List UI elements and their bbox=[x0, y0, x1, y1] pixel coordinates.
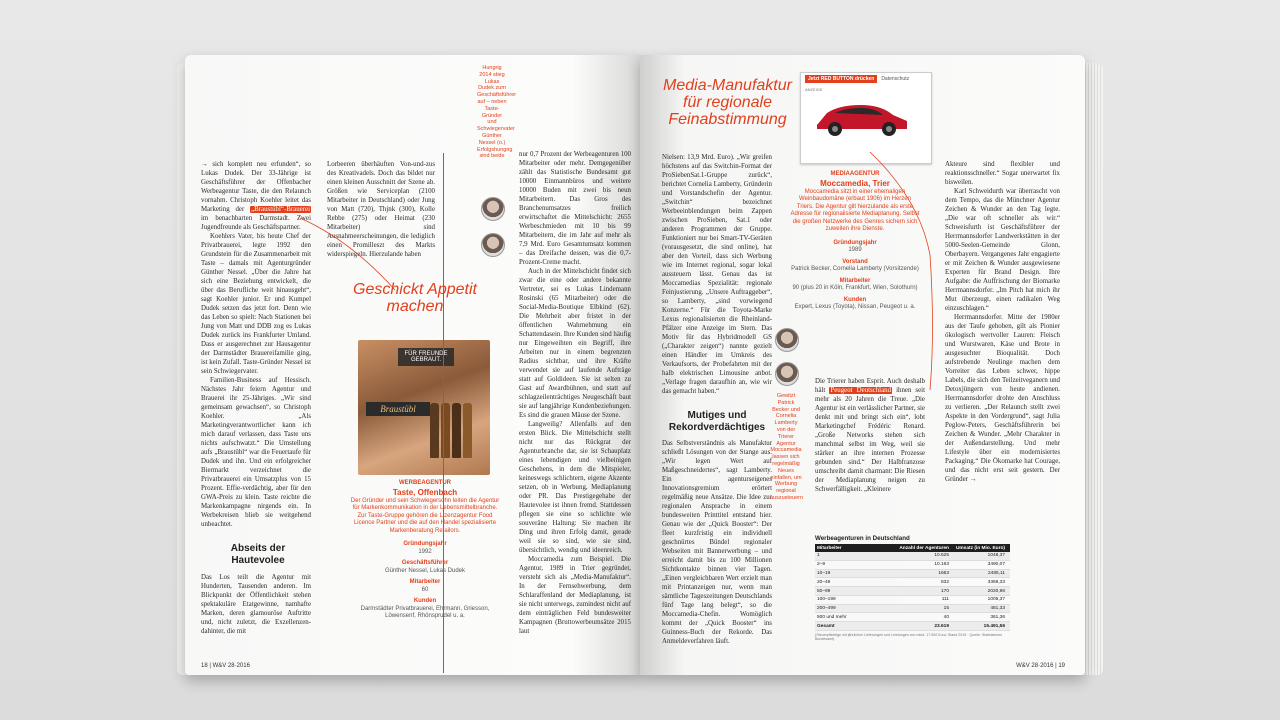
table-cell: 200–499 bbox=[817, 606, 836, 612]
info-value: 60 bbox=[421, 586, 429, 593]
info-key: Kunden bbox=[843, 296, 867, 303]
table-title: Werbeagenturen in Deutschland bbox=[815, 535, 910, 542]
info-key: Mitarbeiter bbox=[409, 579, 441, 585]
ad-label: ANZEIGE bbox=[805, 87, 823, 92]
info-label: WERBEAGENTUR bbox=[399, 480, 451, 486]
table-cell: 1005,37 bbox=[987, 597, 1005, 603]
table-cell: 3369,33 bbox=[987, 579, 1005, 585]
table-cell: 40 bbox=[943, 614, 949, 620]
table-cell: 23.619 bbox=[934, 623, 949, 629]
table-cell: 100–199 bbox=[817, 597, 836, 603]
left-sidenote: Hungrig 2014 stieg Lukas Dudek zum Geschäftsführer auf – neben Taste-Gründer und Schwiegervater Günther Nessel (o.) Erfolgshungrig sind beide bbox=[477, 65, 517, 160]
ad-privacy-tab[interactable]: Datenschutz bbox=[881, 75, 910, 82]
table-source: (Steuerpflichtige mit jährlichen Lieferungen und Leistungen von mind. 17.500 Euro; Stand 2015 · Quelle: Statistisches Bundesamt) bbox=[815, 633, 1002, 642]
left-folio: 18 | W&V 28·2016 bbox=[201, 663, 250, 669]
red-button-cta[interactable]: Jetzt RED BUTTON drücken bbox=[805, 75, 877, 83]
table-cell: Gesamt bbox=[817, 623, 835, 629]
table-cell: 2485,11 bbox=[988, 570, 1005, 576]
table-cell: 2020,96 bbox=[987, 588, 1005, 594]
left-headline: Geschickt Appetit machen bbox=[353, 281, 477, 315]
table-cell: 20–49 bbox=[817, 579, 831, 585]
table-cell: 10.625 bbox=[934, 553, 949, 559]
body-paragraph: Moccamedia zum Beispiel. Die Agentur, 1989 in Trier gegründet, versteht sich als „Media-Manufaktur“. In der Fernsehwerbung, dem Schlaraffenland der Mediaplanung, ist sie nicht unterwegs, zumindest nicht auf dem einträglichen Feld bundesweiter Kampagnen (Bruttowerbeumsätze 2015 laut bbox=[519, 556, 631, 635]
body-text: ihnen seit mehr als 20 Jahren die Treue. „Die Agentur ist ein verlässlicher Partner, sie denkt mit und bringt sich ein“, lobt Marketingchef Frédéric Renard. „Große Networks stehen sich manchmal selbst im Weg, weil sie stärker an ihre internen Prozesse gebunden sind.“ Der Halbfranzose umschreibt damit charmant: Die Riesen der Mediaplanung neigen zu Schwerfälligkeit. „Kleinere bbox=[815, 387, 925, 493]
info-value: Patrick Becker, Cornelia Lamberty (Vorsitzende) bbox=[791, 266, 919, 272]
table-cell: 15.491,56 bbox=[983, 623, 1005, 629]
info-value: 1992 bbox=[418, 548, 432, 555]
table-cell: 50–99 bbox=[817, 588, 831, 594]
info-title: Moccamedia, Trier bbox=[820, 178, 890, 188]
body-text: Die Trierer haben Esprit. Auch deshalb hält bbox=[815, 378, 925, 394]
body-paragraph: Koehlers Vater, bis heute Chef der Privatbrauerei, legte 1992 den Grundstein für die Zusammenarbeit mit Taste – damals mit Agenturgründer Günther Nessel. „Über die Jahre hat sich eine Beziehung entwickelt, die über das Berufliche weit hinausgeht“, sagt Koehler junior. Er und Kumpel Dudek setzen das jetzt fort. Denn wie das Leben so spielt: Nach Stationen bei Jung von Matt und DDB zog es Lukas Dudek zurück ins Frankfurter Umland. Dass er ausgerechnet zur Hausagentur der Darmstädter Brauereifamilie ging, ist kein Zufall. Taste-Gründer Nessel ist sein Schwiegervater. bbox=[201, 233, 311, 375]
body-text: im benachbarten Darmstadt. Zwei Jugendfreunde als Geschäftspartner. bbox=[201, 215, 311, 231]
table-cell: 15 bbox=[943, 606, 949, 612]
left-subhead: Abseits der Hautevolee bbox=[230, 543, 286, 566]
body-paragraph: Lorbeeren überhäuften Von-und-zus des Kreativadels. Doch das bildet nur einen kleinen Ausschnitt der Szene ab. Größen wie Serviceplan (2100 Mitarbeiter in Deutschland) oder Jung von Matt (720), Thjnk (300), Kolle Rebbe (275) oder Heimat (230 Mitarbeiter) sind Ausnahmeerscheinungen, die lediglich einen Promilleszt des Markts widerspiegeln. Hierzulande haben bbox=[327, 161, 435, 258]
body-paragraph: Karl Schweidurth war überrascht von dem Tempo, das die Münchner Agentur Zeichen & Wunder an den Tag legte. „Die war oft schneller als wir.“ Schweisfurth ist Geschäftsführer der Herrmannsdorfer Landwerkstätten in der 5000-Seelen-Gemeinde Glonn, Oberbayern. Vergangenes Jahr engagierte er mit Zeichen & Wunder ausgewiesene Experten für Brand Design. Ihre Aufgabe: die Auffrischung der Biomarke Herrmannsdorfer. „Im Pitch hat mich ihr Mut überzeugt, einen radikalen Weg einzuschlagen.“ bbox=[945, 188, 1060, 312]
table-cell: 2–9 bbox=[817, 562, 826, 568]
body-paragraph: Auch in der Mittelschicht findet sich zwar die eine oder andere bekannte Vertreter, sei es Lukas Lindemann Rosinski (65 Mitarbeiter) oder die Social-Media-Boutique Elbkind (62). Die Mehrheit aber fristet in der öffentlichen Wahrnehmung ein Schattendasein. Ihre Kunden sind häufig nur Eingeweihten ein Begriff, ihre Arbeiten nur in einem begrenzten Radius sichtbar, und ihre Kräfte verwendet sie auf laufende Aufträge statt auf Goldideen. Sie ist selten zu Gast auf Awardbühnen, und statt auf schlagzeilenträchtiges Neugeschäft baut sie auf langjährige Kundenbeziehungen. Es sind die grauen Mäuse der Szene. bbox=[519, 268, 631, 419]
body-paragraph: Herrmannsdorfer. Mitte der 1980er aus der Taufe gehoben, gilt als Pionier ökologisch wertvoller Lauren: Fleisch und Wurstwaren, Käse und Brote in ausgesuchter Bioqualität. Doch aufstrebende Neulinge machen dem Vorreiter das Leben schwer, hippe Labels, die sich den Teilzeitveganern und Detoxjüngern von heute andienen. Herrmannsdorfer drohte den Anschluss zu verlieren. „Der Relaunch stellt zwei Aspekte in den Vordergrund“, sagt Julia Peglow-Peters, Geschäftsführerin bei Zeichen & Wunder. „Mehr Charakter in der Außendarstellung. Und mehr Lifestyle über ein modernisiertes Packaging.“ Die Ökomarke hat Courage, und das nicht erst seit gestern. Der Gründer → bbox=[945, 314, 1060, 483]
table-cell: 481,33 bbox=[990, 606, 1005, 612]
table-cell: 1048,37 bbox=[987, 553, 1005, 559]
table-cell: 1 bbox=[817, 553, 820, 559]
right-folio: W&V 28·2016 | 19 bbox=[1016, 663, 1065, 669]
body-text: → sich komplett neu erfunden“, so Lukas Dudek. Der 33-Jährige ist Geschäftsführer der Offenbacher Werbeagentur Taste, die den Relaunch vornahm. Christoph Koehler leitet das Marketing der bbox=[201, 161, 311, 213]
info-key: Vorstand bbox=[842, 258, 868, 265]
table-cell: 500 und mehr bbox=[817, 614, 847, 620]
table-cell: 361,36 bbox=[990, 614, 1005, 620]
table-cell: 3490,07 bbox=[987, 562, 1005, 568]
highlight-peugeot: Peugeot Deutschland bbox=[830, 387, 892, 394]
table-cell: 10.163 bbox=[934, 562, 949, 568]
table-cell: 1663 bbox=[938, 570, 949, 576]
right-headline: Media-Manufaktur für regionale Feinabstimmung bbox=[663, 77, 792, 128]
table-header-cell: Anzahl der Agenturen bbox=[899, 545, 949, 551]
body-paragraph: nur 0,7 Prozent der Werbeagenturen 100 Mitarbeiter oder mehr. Demgegenüber zählt das Statistische Bundesamt gut 10000 Einmannbüros und weitere 10000 Buden mit zwei bis neun Mitarbeitern. Das Gros des Branchenumsatzes freilich erwirtschaftet die Mittelschicht: 2655 Werbeschmieden mit 10 bis 99 Mitarbeitern, die im Jahr auf mehr als 7,9 Mrd. Euro Gesamtumsatz kommen – das Dreifache dessen, was die 0,7-Prozent-Creme macht. bbox=[519, 151, 631, 266]
body-paragraph: Akteure sind flexibler und reaktionsschneller.“ Sogar unerwartet fix bisweilen. bbox=[945, 161, 1060, 186]
info-value: Expert, Lexus (Toyota), Nissan, Peugeot u. a. bbox=[794, 304, 916, 310]
right-sidenote: Gewitzt Patrick Becker und Cornelia Lamberty von der Trierer Agentur Moccamedia lassen sich regelmäßig Neues einfallen, um Werbung regional auszusteuern bbox=[770, 393, 804, 501]
info-desc: Der Gründer und sein Schwiegersohn leiten die Agentur für Markenkommunikation in der Lebensmittelbranche. Zur Taste-Gruppe gehören die Lizenzagentur Food Licence Partner und die auf den Handel spezialisierte Markenberatung Retailors. bbox=[350, 497, 500, 534]
info-value: 90 (plus 20 in Köln, Frankfurt, Wien, Solothurn) bbox=[792, 285, 918, 291]
info-key: Kunden bbox=[413, 598, 437, 604]
info-key: Geschäftsführer bbox=[401, 560, 449, 566]
info-value: 1989 bbox=[848, 247, 862, 253]
body-paragraph: Langweilig? Allenfalls auf den ersten Blick. Die Mittelschicht stellt nicht nur das Rückgrat der Agenturbranche dar, sie ist Schauplatz eines lebendigen und vielbeinigen Geschehens, in dem die Mitspieler, keineswegs schlichtern, eigene Akzente setzen, ob in Werbung, Mediaplanung oder PR. Das Prestigegehabe der Hautevolee ist ihnen fremd. Stattdessen pflegen sie eine so schlichte wie souveräne Haltung: Sie machen ihr Ding und ihren Erfolg damit, gerade weil sie so sind, wie sie sind, übersichtlich, wendig und ideenreich. bbox=[519, 421, 631, 554]
body-paragraph: Das Selbstverständnis als Manufaktur schließt Lösungen von der Stange aus. „Wir legen Wert auf Maßgeschneidertes“, sagt Lamberty. Ein agenturseigenes Innovationsgremium erörtert regelmäßig neue Ansätze. Die Idee zur regionalen Ansprache in einem bundesweiten Printtitel entstand hier. Genau wie der „Quick Booster“: Der fleet kurzfristig ein individuell geschnürtes Bündel regionaler Webseiten mit Bannerwerbung – und erreicht damit bis zu 100 Millionen Sichtkontakte binnen vier Tagen. „Einen vergleichbaren Wert erzielt man mit Printanzeigen nur, wenn man sämtliche Tageszeitungen Deutschlands fünf Tage lang belegt“, so die Moccamedia-Chefin. Womöglich kommt der „Quick Booster“ ins Guinness-Buch der Rekorde. Das Anmeldeverfahren läuft. bbox=[662, 440, 772, 645]
info-key: Mitarbeiter bbox=[839, 277, 871, 284]
highlight-braustuebl: „Braustübl“-Brauerei bbox=[251, 206, 310, 213]
info-label: MEDIAAGENTUR bbox=[830, 171, 880, 177]
table-cell: 10–19 bbox=[817, 570, 831, 576]
info-key: Gründungsjahr bbox=[833, 239, 877, 246]
ad-brand-logo: Braustübl bbox=[366, 402, 430, 416]
info-title: Taste, Offenbach bbox=[392, 487, 458, 497]
info-value: Darmstädter Privatbrauerei, Ehrmann, Griesson, Löwensenf, Rhönsprudel u. a. bbox=[360, 605, 490, 619]
info-desc: Moccamedia sitzt in einer ehemaligen Weinbaudomäne (erbaut 1906) im Herzen Triers. Die Agentur gilt hierzulande als erste Adresse für regionalisierte Mediaplanung. Selbst die großen Netzwerke des Genres sichern sich zuweilen ihre Dienste. bbox=[790, 188, 920, 232]
ad-slogan: FÜR FREUNDE GEBRAUT. bbox=[398, 348, 454, 366]
body-paragraph: Familien-Business auf Hessisch. Nächstes Jahr feiern Agentur und Brauerei ihr 25-Jähriges. „Wir sind gemeinsam gewachsen“, so Christoph Koehler. „Als Marketingverantwortlicher kann ich mich darauf verlassen, dass Taste uns nichts aufschwatzt.“ Die Umstellung aufs „Braustübl“ war die Feuertaufe für Dudek und ihn. Und ein erfolgreicher Biermarkt verzeichnet die Privatbrauerei ein Umsatzplus von 15 Prozent. Effie-verdächtig, aber für den GWA-Preis zu klein. Taste reichte die Markenkampagne nirgends ein. In Werbekreisen blieb sie weitgehend unbeachtet. bbox=[201, 377, 311, 528]
table-cell: 111 bbox=[941, 597, 949, 603]
table-header-cell: Umsatz (in Mio. Euro) bbox=[955, 545, 1005, 551]
info-value: Günther Nessel, Lukas Dudek bbox=[384, 567, 466, 574]
table-cell: 832 bbox=[940, 579, 949, 585]
right-subhead: Mutiges und Rekordverdächtiges bbox=[668, 410, 766, 433]
table-cell: 170 bbox=[940, 588, 949, 594]
body-paragraph: Nielsen: 13,9 Mrd. Euro). „Wir greifen höchstens auf das Switchin-Format der ProSiebenSat.1-Gruppe zurück“, berichtet Cornelia Lamberty, Gründerin und Vorstandschefin der Agentur. „Switchin“ bezeichnet Werbeeinblendungen beim Zappen zwischen ProSieben, Sat.1 oder anderen Programmen der Gruppe. Funktioniert nur bei Smart-TV-Geräten (vorausgesetzt, die sind online), hat aber den Vorteil, dass sich Werbung wie im Internet regional, sogar lokal aussteuern lässt. Genau das ist Moccamedias Spezialität: regionale Feinjustierung. „Unsere Auftraggeber“, so Lamberty, „sind vorwiegend Konzerne.“ Für die Toyota-Marke Lexus regionalisierten die Rheinland-Pfälzer eine Anzeige im Stern. Das Motiv für das Hybridmodell GS („Charakter zeigen“) nannte gezielt einen Händler im Umkreis des Verkaufsorts, der Probefahrten mit der halb elektrischen Limousine anbot. „Verlage fragen daraufhin an, wie wir das gemacht haben.“ bbox=[662, 154, 772, 395]
body-paragraph: Das Los teilt die Agentur mit Hunderten, Tausenden anderen. Im Blickpunkt der Öffentlichkeit stehen spektakuläre Etatgewinne, namhafte Marken, deren glamouröse Auftritte und, nicht zuletzt, die Exzellenzen-dahinter, die mit bbox=[201, 574, 311, 635]
connector-line bbox=[870, 152, 933, 390]
info-key: Gründungsjahr bbox=[403, 541, 447, 547]
table-header-cell: Mitarbeiter bbox=[817, 545, 842, 551]
connector-line bbox=[300, 218, 395, 290]
